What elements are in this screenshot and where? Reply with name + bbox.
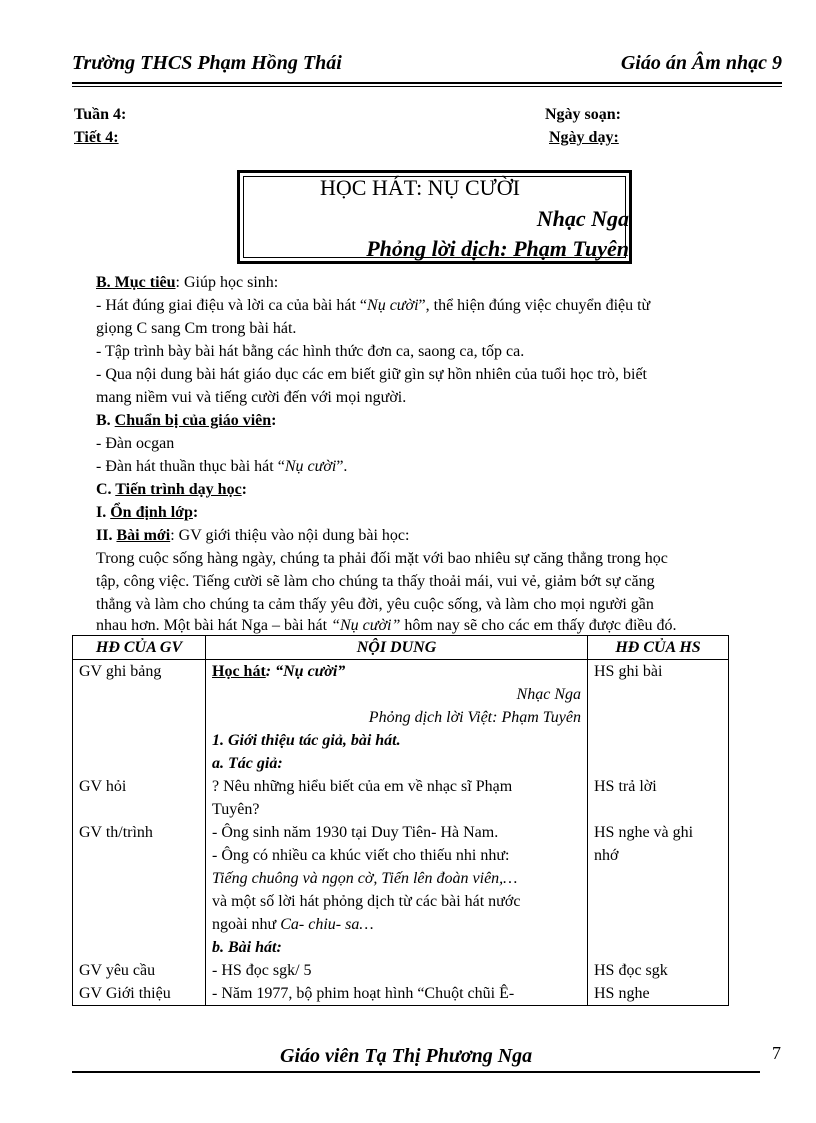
table-row	[73, 982, 729, 1006]
objective-2: - Tập trình bày bài hát bằng các hình thức đơn ca, saong ca, tốp ca.	[96, 343, 525, 360]
intro-paragraph-3: thẳng và làm cho chúng ta cảm thấy yêu đời, yêu cuộc sống, và làm cho mọi người gần	[96, 596, 654, 613]
header-teacher-activity: HĐ CỦA GV	[73, 636, 206, 660]
student-activity: HS nghe	[588, 982, 729, 1006]
objectives-heading: B. Mục tiêu	[96, 274, 176, 291]
teacher-activity: GV ghi bảng	[73, 660, 206, 776]
intro-paragraph-4: nhau hơn. Một bài hát Nga – bài hát “Nụ cười” hôm nay sẽ cho các em thấy được điều đó.	[96, 617, 677, 634]
intro-paragraph-2: tập, công việc. Tiếng cười sẽ làm cho chúng ta thấy thoải mái, vui vẻ, giảm bớt sự căng	[96, 573, 655, 590]
header-rule	[72, 82, 782, 84]
footer-teacher: Giáo viên Tạ Thị Phương Nga	[280, 1045, 533, 1067]
intro-paragraph-1: Trong cuộc sống hàng ngày, chúng ta phải đối mặt với bao nhiêu sự căng thẳng trong học	[96, 550, 668, 567]
lesson-plan-table	[72, 635, 729, 1006]
table-row	[73, 660, 729, 776]
content-cell: ? Nêu những hiểu biết của em về nhạc sĩ Phạm Tuyên?	[206, 775, 588, 821]
section-2-heading: II. Bài mới: GV giới thiệu vào nội dung bài học:	[96, 527, 410, 544]
process-heading: Tiến trình dạy học	[115, 481, 242, 498]
student-activity: HS đọc sgk	[588, 959, 729, 982]
content-cell: - HS đọc sgk/ 5	[206, 959, 588, 982]
objectives-heading-line: B. Mục tiêu: Giúp học sinh:	[96, 274, 279, 291]
teacher-activity: GV th/trình	[73, 821, 206, 959]
preparation-heading-line: B. Chuẩn bị của giáo viên:	[96, 412, 277, 429]
table-row	[73, 775, 729, 821]
student-activity: HS trả lời	[588, 775, 729, 821]
header-content: NỘI DUNG	[206, 636, 588, 660]
objective-3: - Qua nội dung bài hát giáo dục các em biết giữ gìn sự hồn nhiên của tuổi học trò, biết	[96, 366, 647, 383]
song-lyrics-credit: Phỏng lời dịch: Phạm Tuyên	[366, 236, 629, 261]
teacher-activity: GV yêu cầu	[73, 959, 206, 982]
teacher-activity: GV Giới thiệu	[73, 982, 206, 1006]
table-header-row	[73, 636, 729, 660]
objective-1: - Hát đúng giai điệu và lời ca của bài hát “Nụ cười”, thể hiện đúng việc chuyển điệu từ	[96, 297, 651, 314]
page-number: 7	[772, 1043, 781, 1063]
footer-rule	[72, 1071, 760, 1073]
content-cell: Học hát: “Nụ cười” Nhạc Nga Phỏng dịch lời Việt: Phạm Tuyên 1. Giới thiệu tác giả, bài hát. a. Tác giả:	[206, 660, 588, 776]
header-subject: Giáo án Âm nhạc 9	[620, 52, 782, 74]
period-label: Tiết 4:	[74, 129, 119, 146]
date-prepared-label: Ngày soạn:	[545, 106, 622, 123]
teacher-activity: GV hỏi	[73, 775, 206, 821]
student-activity: HS nghe và ghi nhớ	[588, 821, 729, 959]
song-title: HỌC HÁT: NỤ CƯỜI	[320, 175, 520, 200]
objective-3-cont: mang niềm vui và tiếng cười đến với mọi người.	[96, 389, 407, 406]
date-taught-label: Ngày dạy:	[549, 129, 619, 146]
table-row	[73, 821, 729, 959]
preparation-heading: Chuẩn bị của giáo viên	[114, 412, 272, 429]
student-activity: HS ghi bài	[588, 660, 729, 776]
content-cell: - Ông sinh năm 1930 tại Duy Tiên- Hà Nam. - Ông có nhiều ca khúc viết cho thiếu nhi như: Tiếng chuông và ngọn cờ, Tiến lên đoàn viên,… và một số lời hát phỏng dịch từ các bài hát nước ngoài như Ca- chiu- sa… b. Bài hát:	[206, 821, 588, 959]
song-music-credit: Nhạc Nga	[536, 206, 629, 231]
header-school: Trường THCS Phạm Hồng Thái	[72, 52, 342, 74]
content-cell: - Năm 1977, bộ phim hoạt hình “Chuột chũi Ê-	[206, 982, 588, 1006]
objective-1-cont: giọng C sang Cm trong bài hát.	[96, 320, 297, 337]
header-student-activity: HĐ CỦA HS	[588, 636, 729, 660]
week-label: Tuần 4:	[74, 106, 127, 123]
preparation-item-1: - Đàn ocgan	[96, 435, 175, 452]
section-1-heading: I. Ổn định lớp:	[96, 504, 199, 521]
process-heading-line: C. Tiến trình dạy học:	[96, 481, 247, 498]
preparation-item-2: - Đàn hát thuần thục bài hát “Nụ cười”.	[96, 458, 348, 475]
table-row	[73, 959, 729, 982]
header-rule-thin	[72, 86, 782, 87]
